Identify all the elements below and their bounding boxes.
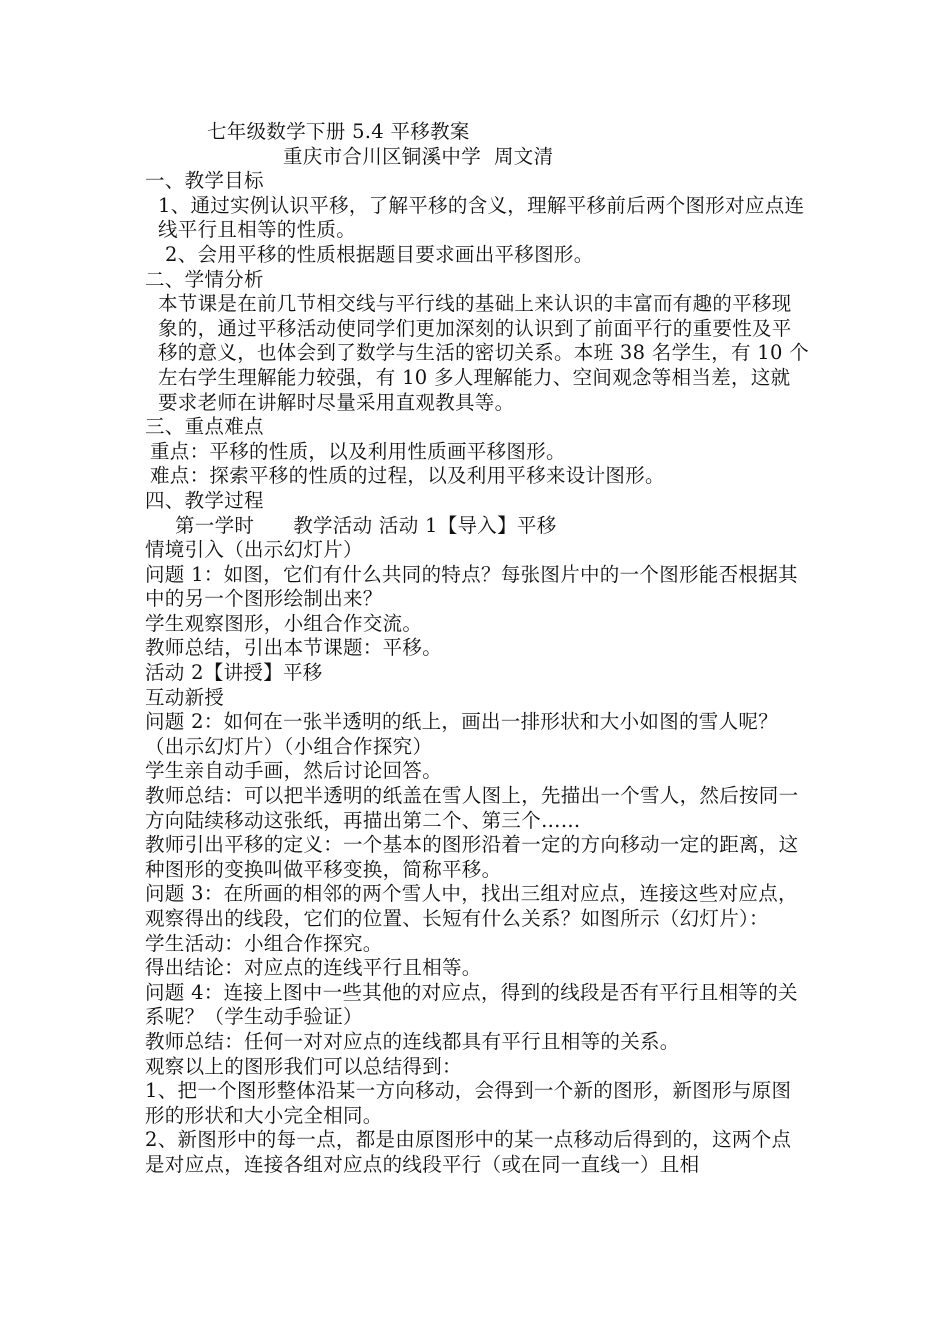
paragraph: 1、把一个图形整体沿某一方向移动，会得到一个新的图形，新图形与原图形的形状和大小完全相同。 xyxy=(145,1079,792,1127)
paragraph: 三、重点难点 xyxy=(145,415,264,439)
paragraph: 第一学时 教学活动 活动 1【导入】平移 xyxy=(175,513,557,537)
paragraph: 教师总结，引出本节课题：平移。 xyxy=(145,636,443,660)
paragraph: 一、教学目标 xyxy=(145,169,264,193)
paragraph: 本节课是在前几节相交线与平行线的基础上来认识的丰富而有趣的平移现象的，通过平移活动使同学们更加深刻的认识到了前面平行的重要性及平移的意义，也体会到了数学与生活的密切关系。本班 38 名学生，有 10 个左右学生理解能力较强，有 10 多人理解能力、空间观念等相当差，这就要求老师在讲解时尽量采用直观教具等。 xyxy=(158,292,810,414)
paragraph: 活动 2【讲授】平移 xyxy=(145,661,323,685)
paragraph: 二、学情分析 xyxy=(145,267,264,291)
paragraph: 教师引出平移的定义：一个基本的图形沿着一定的方向移动一定的距离，这种图形的变换叫做平移变换，简称平移。 xyxy=(145,833,799,881)
paragraph: 教师总结：可以把半透明的纸盖在雪人图上，先描出一个雪人，然后按同一方向陆续移动这张纸，再描出第二个、第三个…… xyxy=(145,784,799,832)
document-title: 七年级数学下册 5.4 平移教案 xyxy=(207,120,470,143)
paragraph: 问题 4：连接上图中一些其他的对应点，得到的线段是否有平行且相等的关系呢？（学生动手验证） xyxy=(145,980,798,1029)
paragraph: 难点：探索平移的性质的过程，以及利用平移来设计图形。 xyxy=(150,464,665,488)
paragraph: 1、通过实例认识平移，了解平移的含义，理解平移前后两个图形对应点连线平行且相等的性质。 xyxy=(158,193,805,242)
paragraph: 互动新授 xyxy=(145,685,225,709)
paragraph: 问题 2：如何在一张半透明的纸上，画出一排形状和大小如图的雪人呢？（出示幻灯片）（小组合作探究） xyxy=(145,710,779,758)
paragraph: 2、新图形中的每一点，都是由原图形中的某一点移动后得到的，这两个点是对应点，连接各组对应点的线段平行（或在同一直线一）且相 xyxy=(145,1128,792,1176)
document-author: 重庆市合川区铜溪中学 周文清 xyxy=(283,144,554,168)
paragraph: 学生活动：小组合作探究。 xyxy=(145,931,383,955)
paragraph: 学生亲自动手画，然后讨论回答。 xyxy=(145,759,443,783)
document-content xyxy=(145,169,810,1177)
paragraph: 教师总结：任何一对对应点的连线都具有平行且相等的关系。 xyxy=(145,1029,680,1053)
document-body xyxy=(145,120,810,1178)
paragraph: 观察以上的图形我们可以总结得到： xyxy=(145,1054,462,1078)
paragraph: 得出结论：对应点的连线平行且相等。 xyxy=(145,956,482,980)
paragraph: 问题 1：如图，它们有什么共同的特点？每张图片中的一个图形能否根据其中的另一个图形绘制出来？ xyxy=(145,562,798,611)
paragraph: 问题 3：在所画的相邻的两个雪人中，找出三组对应点，连接这些对应点，观察得出的线段，它们的位置、长短有什么关系？如图所示（幻灯片）： xyxy=(145,882,798,930)
paragraph: 重点：平移的性质，以及利用性质画平移图形。 xyxy=(150,439,566,463)
paragraph: 学生观察图形，小组合作交流。 xyxy=(145,611,423,635)
paragraph: 2、会用平移的性质根据题目要求画出平移图形。 xyxy=(165,242,594,266)
paragraph: 四、教学过程 xyxy=(145,488,264,512)
paragraph: 情境引入（出示幻灯片） xyxy=(145,538,363,562)
